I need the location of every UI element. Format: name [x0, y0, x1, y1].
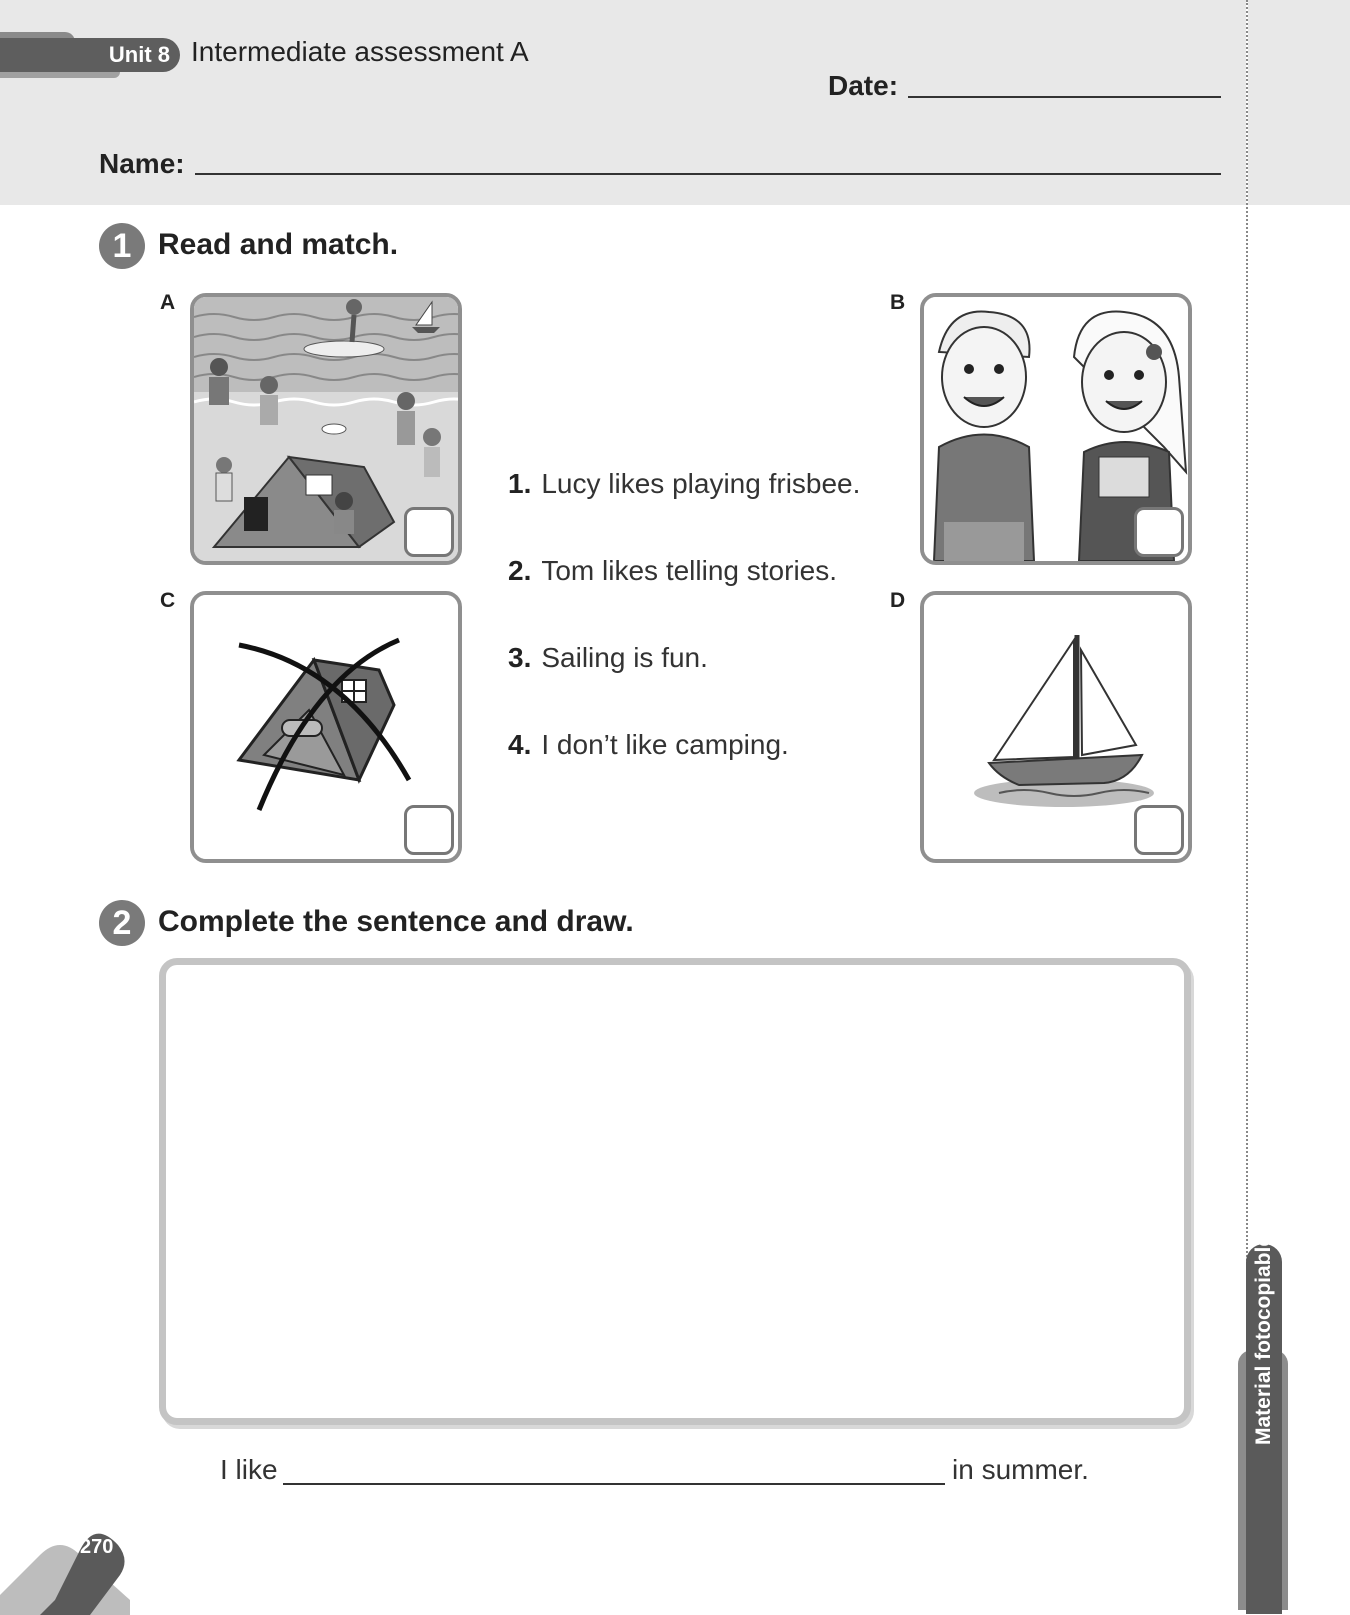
drawing-area[interactable]: [159, 958, 1191, 1425]
date-field[interactable]: [908, 96, 1221, 98]
answer-box-c[interactable]: [404, 805, 454, 855]
sentence-2: [508, 555, 837, 587]
exercise-1-number: 1: [99, 223, 145, 269]
sentence-2-text: Tom likes telling stories.: [541, 555, 838, 586]
side-tab-label: Material fotocopiable: [1252, 1234, 1275, 1446]
picture-c: [190, 591, 462, 863]
picture-d: [920, 591, 1192, 863]
sentence-3: [508, 642, 708, 674]
picture-b-letter: B: [890, 291, 906, 314]
answer-box-d[interactable]: [1134, 805, 1184, 855]
sentence-1-text: Lucy likes playing frisbee.: [541, 468, 861, 499]
exercise-2-title: Complete the sentence and draw.: [158, 905, 634, 938]
page-number: 270: [80, 1536, 114, 1558]
sentence-1-number: 1.: [508, 468, 532, 499]
picture-a-letter: A: [160, 291, 176, 314]
sentence-3-number: 3.: [508, 642, 532, 673]
page-title: Intermediate assessment A: [191, 36, 529, 67]
picture-c-letter: C: [160, 589, 176, 612]
unit-badge: Unit 8: [0, 38, 180, 72]
sentence-4: [508, 729, 789, 761]
picture-b: [920, 293, 1192, 565]
sentence-end: in summer.: [952, 1454, 1089, 1485]
header-band-margin: [1248, 0, 1350, 205]
exercise-1-title: Read and match.: [158, 228, 399, 261]
exercise-2-number: 2: [99, 900, 145, 946]
sentence-2-number: 2.: [508, 555, 532, 586]
answer-box-a[interactable]: [404, 507, 454, 557]
sentence-1: [508, 468, 860, 500]
name-label: Name:: [99, 148, 185, 179]
answer-box-b[interactable]: [1134, 507, 1184, 557]
picture-d-letter: D: [890, 589, 906, 612]
picture-a: [190, 293, 462, 565]
sentence-3-text: Sailing is fun.: [541, 642, 708, 673]
name-field[interactable]: [195, 173, 1221, 175]
sentence-start: I like: [220, 1454, 278, 1485]
sentence-blank-field[interactable]: [283, 1483, 945, 1485]
sentence-4-number: 4.: [508, 729, 532, 760]
date-label: Date:: [828, 70, 899, 101]
sentence-4-text: I don’t like camping.: [541, 729, 789, 760]
